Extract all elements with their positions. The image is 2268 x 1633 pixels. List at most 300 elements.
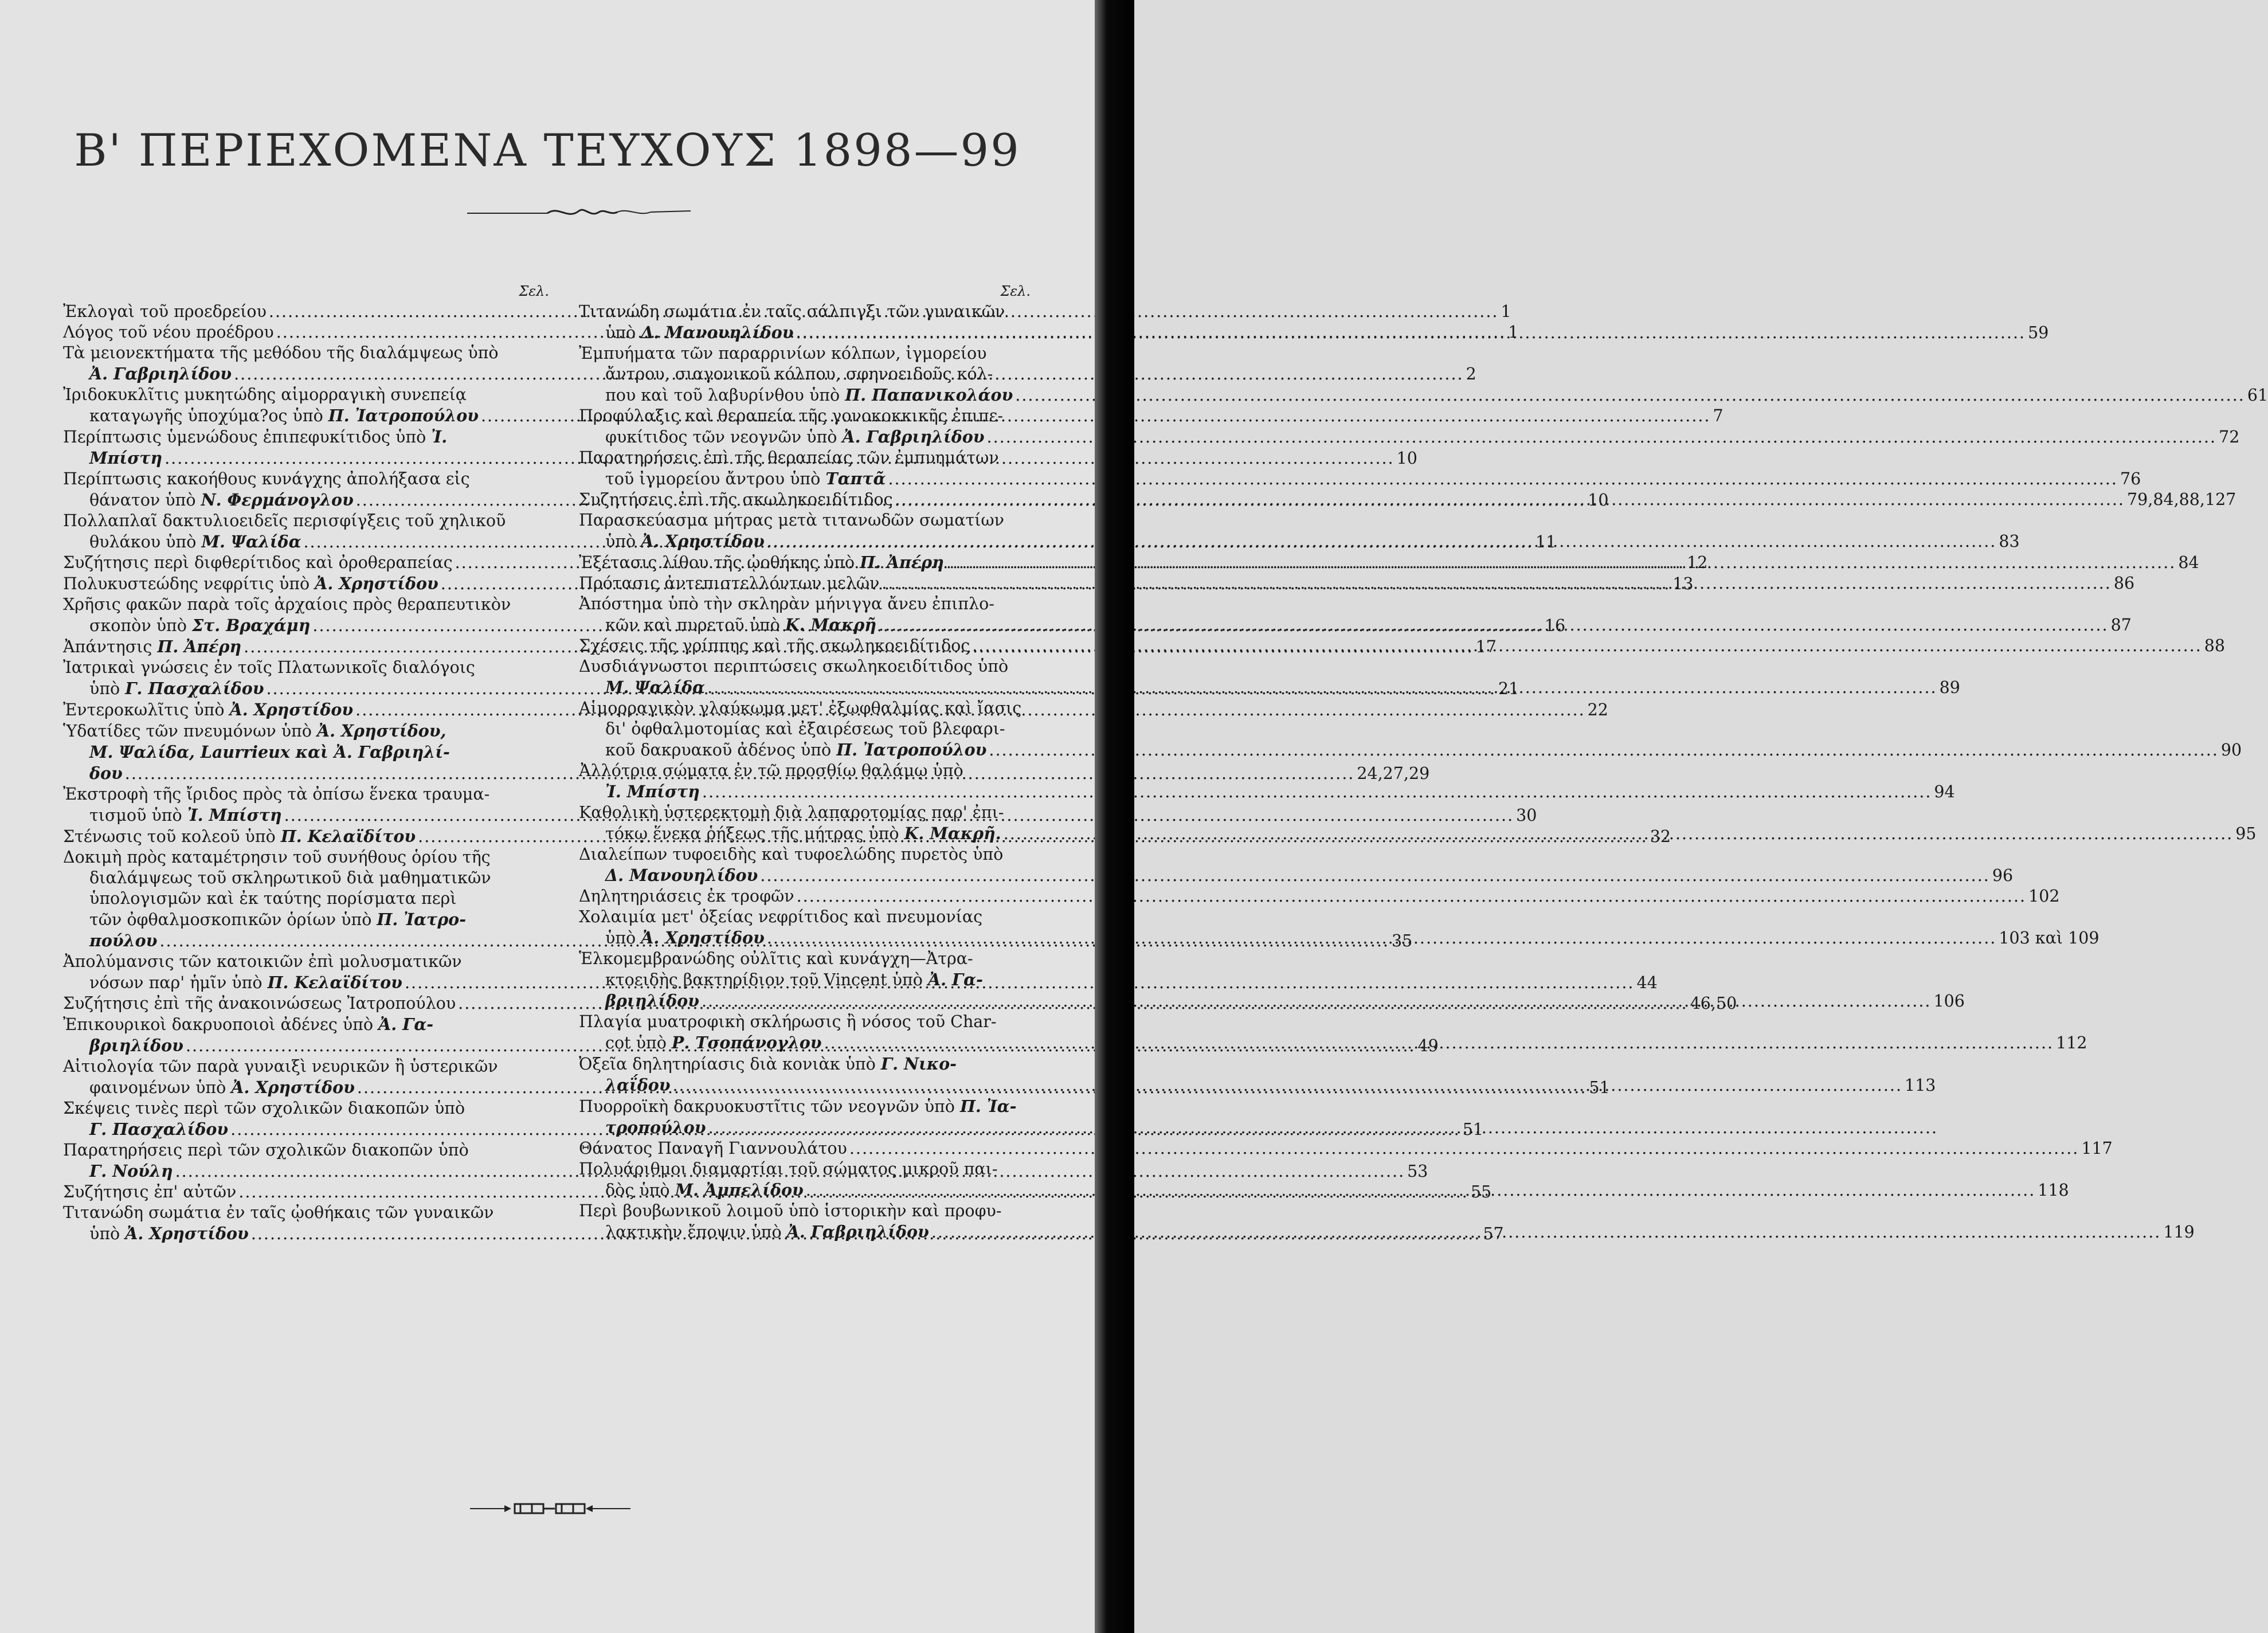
toc-entry-title: Περίπτωσις κακοήθους κυνάγχης ἀπολήξασα εἰς — [63, 469, 470, 488]
toc-entry-page: 96 — [1992, 866, 2014, 885]
toc-entry-title: Τιτανώδη σωμάτια ἐν ταῖς σάλπιγξι τῶν γυναικῶν — [579, 302, 1005, 321]
toc-entry-text — [89, 491, 354, 510]
toc-entry-page: 57 — [1483, 1224, 1504, 1243]
toc-entry-text — [63, 323, 274, 342]
toc-entry-line — [579, 301, 1032, 322]
toc-entry-author: Κ. Μακρῆ — [785, 615, 877, 635]
toc-entry-title: ὑπὸ — [89, 679, 120, 698]
toc-entry-page: 86 — [2113, 574, 2135, 593]
toc-entry-text — [579, 803, 1004, 822]
toc-entry-title: Συζήτησις ἐπὶ τῆς ἀνακοινώσεως Ἰατροπούλου — [63, 994, 456, 1013]
toc-entry-text — [579, 887, 794, 906]
toc-entry-page: 103 καὶ 109 — [1999, 929, 2099, 947]
toc-entry-text — [605, 970, 983, 989]
toc-entry-page: 94 — [1934, 782, 1955, 801]
toc-entry-author: Ταπτᾶ — [825, 469, 886, 488]
leader-dots — [699, 992, 1934, 1011]
toc-entry-title: Παρατηρήσεις ἐπὶ τῆς θεραπείας τῶν ἐμπυημάτων — [579, 448, 999, 467]
toc-entry-page: 17 — [1475, 637, 1497, 656]
toc-entry-text — [579, 1012, 997, 1031]
toc-entry-page: 51 — [1462, 1120, 1483, 1139]
toc-entry-text — [89, 1224, 249, 1243]
toc-entry-line — [579, 1138, 2113, 1159]
toc-entry-text — [579, 657, 1008, 676]
toc-entry-author: δου — [89, 763, 123, 783]
toc-entry-page: 102 — [2028, 887, 2060, 906]
toc-entry-page: 30 — [1516, 806, 1537, 825]
toc-entry-line — [579, 719, 1032, 739]
leader-dots — [879, 574, 2114, 593]
toc-entry-text — [63, 574, 438, 593]
toc-entry-text — [579, 448, 999, 467]
page-title: Β' ΠΕΡΙΕΧΟΜΕΝΑ ΤΕΥΧΟΥΣ 1898—99 — [74, 125, 1021, 177]
toc-entry-author: Γ. Νικο- — [880, 1054, 957, 1074]
toc-entry-author: Ν. Φερμάνογλου — [201, 490, 354, 510]
toc-entry-text — [63, 785, 489, 804]
toc-entry-text — [63, 595, 511, 614]
toc-entry-title: Συζητήσεις ἐπὶ τῆς σκωληκοειδίτιδος — [579, 490, 893, 509]
toc-entry-text — [605, 1223, 929, 1242]
toc-entry-title: Ἰριδοκυκλῖτις μυκητώδης αἱμορραγικὴ συνεπείᾳ — [63, 385, 467, 404]
toc-entry-title: καταγωγῆς ὑποχύμα?ος ὑπὸ — [89, 406, 323, 425]
toc-entry-author: Μ. Ἀμπελίδου — [675, 1180, 804, 1200]
toc-entry-title: Θάνατος Παναγῆ Γιαννουλάτου — [579, 1139, 847, 1158]
toc-entry-line — [579, 1054, 1032, 1075]
leader-dots — [847, 1139, 2082, 1158]
toc-entry-text — [605, 929, 765, 947]
toc-entry-author: Ἀ. Γα- — [927, 970, 983, 989]
toc-entry-title: λακτικὴν ἔποψιν ὑπὸ — [605, 1223, 782, 1242]
toc-entry-author: Γ. Πασχαλίδου — [125, 679, 264, 698]
toc-entry-title: Ἐμπυήματα τῶν παραρρινίων κόλπων, ἰγμορείου — [579, 344, 987, 363]
leader-dots — [985, 428, 2219, 447]
toc-entry-line — [579, 406, 1032, 426]
toc-entry-text — [89, 1078, 355, 1097]
toc-entry-title: Ὀξεῖα δηλητηρίασις διὰ κονιὰκ ὑπὸ — [579, 1055, 876, 1074]
toc-entry-line — [579, 844, 1032, 865]
toc-entry — [579, 886, 2060, 907]
toc-entry-author: Ἀ. Χρηστίδου, — [316, 721, 446, 741]
toc-entry-text — [605, 1033, 822, 1052]
toc-entry-page: 119 — [2163, 1223, 2195, 1242]
toc-entry-title: Πλαγία μυατροφικὴ σκλήρωσις ἢ νόσος τοῦ Char- — [579, 1012, 997, 1031]
toc-entry-title: Ἀλλότρια σώματα ἐν τῷ προσθίῳ θαλάμῳ ὑπὸ — [579, 761, 963, 780]
toc-entry-title: Αἱμορραγικὸν γλαύκωμα μετ' ἐξωφθαλμίας καὶ ἴασις — [579, 699, 1022, 718]
toc-entry-page: 112 — [2056, 1033, 2087, 1052]
toc-entry-title: Ἀπολύμανσις τῶν κατοικιῶν ἐπὶ μολυσματικῶν — [63, 952, 462, 971]
toc-entry-author: Ἀ. Χρηστίδου — [231, 1078, 355, 1097]
toc-entry-title: Ἰατρικαὶ γνώσεις ἐν τοῖς Πλατωνικοῖς διαλόγοις — [63, 658, 475, 677]
toc-entry-title: Σχέσεις τῆς γρίππης καὶ τῆς σκωληκοειδίτιδος — [579, 636, 970, 655]
toc-entry-page: 117 — [2081, 1139, 2113, 1158]
toc-entry-text — [579, 344, 987, 363]
toc-entry-text — [605, 1076, 671, 1095]
toc-entry — [579, 1138, 2113, 1159]
toc-entry-text — [89, 764, 123, 783]
toc-entry-author: Ἰ. — [431, 427, 448, 447]
leader-dots — [705, 678, 1940, 697]
toc-entry-author: Π. Ἀπέρη — [860, 553, 944, 572]
toc-entry-title: Περὶ βουβωνικοῦ λοιμοῦ ὑπὸ ἱστορικὴν καὶ προφυ- — [579, 1201, 1002, 1220]
toc-entry-title: Χρῆσις φακῶν παρὰ τοῖς ἀρχαίοις πρὸς θεραπευτικὸν — [63, 595, 511, 614]
toc-entry-line — [579, 698, 1032, 719]
toc-entry-author: Π. Παπανικολάου — [845, 385, 1013, 405]
toc-entry-title: Πολυάριθμοι διαμαρτίαι τοῦ σώματος μικροῦ παι- — [579, 1160, 998, 1178]
toc-entry-text — [579, 594, 994, 613]
toc-entry-page: 61 — [2247, 386, 2268, 405]
toc-entry-text — [89, 1036, 183, 1055]
toc-entry-page: 35 — [1391, 931, 1413, 950]
leader-dots — [765, 929, 1999, 947]
toc-entry-title: φαινομένων ὑπὸ — [89, 1078, 226, 1097]
toc-entry-page: 12 — [1687, 553, 1708, 572]
toc-entry-author: Μ. Ψαλίδα — [605, 678, 706, 697]
toc-entry-author: Ἀ. Γα- — [378, 1015, 434, 1034]
toc-entry-text — [605, 1181, 804, 1200]
toc-entry-page: 22 — [1587, 700, 1608, 719]
toc-entry-line — [579, 1201, 1032, 1221]
toc-entry-text — [63, 302, 267, 321]
toc-entry-line — [63, 784, 550, 805]
toc-entry-title: Ὑδατίδες τῶν πνευμόνων ὑπὸ — [63, 722, 312, 741]
toc-entry-title: Περίπτωσις ὑμενώδους ἐπιπεφυκίτιδος ὑπὸ — [63, 428, 426, 447]
toc-entry-page: 72 — [2219, 428, 2240, 447]
toc-entry-title: Ἐκλογαὶ τοῦ προεδρείου — [63, 302, 267, 321]
toc-entry-title: Διαλείπων τυφοειδὴς καὶ τυφοελώδης πυρετὸς ὑπὸ — [579, 845, 1004, 864]
toc-entry-line — [579, 949, 1032, 969]
toc-entry-page: 1 — [1508, 323, 1519, 342]
toc-entry-text — [63, 658, 475, 677]
toc-entry-text — [63, 637, 241, 656]
toc-entry-author: Π. Ἀπέρη — [157, 637, 242, 656]
ornament-footer-icon — [470, 1497, 630, 1520]
toc-entry-author: Π. Ἰατροπούλου — [328, 406, 479, 425]
toc-entry-page: 10 — [1396, 449, 1417, 468]
toc-entry-page: 46,50 — [1690, 994, 1737, 1013]
toc-entry-text — [63, 385, 467, 404]
toc-entry-title: Συζήτησις περὶ διφθερίτιδος καὶ ὀροθεραπείας — [63, 553, 453, 572]
toc-entry-text — [89, 910, 466, 929]
toc-entry-author: Ἀ. Χρηστίδου — [641, 531, 765, 551]
toc-entry-text — [579, 1201, 1001, 1220]
toc-entry-line — [63, 742, 550, 763]
leader-dots — [1001, 824, 2236, 843]
toc-entry-author: Γ. Νούλη — [89, 1161, 173, 1181]
toc-entry-text — [605, 1118, 706, 1137]
toc-entry-page: 90 — [2220, 741, 2242, 759]
book-spine — [1095, 0, 1134, 1633]
toc-entry-page: 2 — [1466, 365, 1476, 383]
toc-entry-author: Ἀ. Χρηστίδου — [315, 574, 438, 593]
toc-entry-page: 88 — [2204, 636, 2226, 655]
leader-dots — [706, 1118, 1941, 1137]
toc-entry-title: ὑπὸ — [605, 323, 636, 342]
toc-entry-title: που καὶ τοῦ λαβυρίνθου ὑπὸ — [605, 386, 840, 405]
toc-entry-line — [579, 448, 1032, 468]
toc-entry-text — [605, 782, 700, 801]
toc-entry-line — [63, 720, 550, 742]
toc-entry-line — [63, 868, 550, 888]
toc-entry-title: θάνατον ὑπὸ — [89, 491, 196, 510]
toc-entry-line — [579, 322, 2049, 343]
toc-entry — [579, 1096, 1032, 1138]
toc-entry-text — [605, 365, 993, 383]
toc-entry-line — [63, 343, 550, 363]
leader-dots — [892, 490, 2127, 509]
toc-entry-title: Ἐξέτασις λίθου τῆς ᾠοθήκης ὑπὸ — [579, 553, 855, 572]
toc-entry-author: Π. Κελαϊδίτου — [267, 973, 402, 992]
toc-entry-page: 1 — [1501, 302, 1511, 321]
toc-entry-line — [63, 1203, 550, 1223]
leader-dots — [758, 866, 1992, 885]
toc-entry-title: ὑπὸ — [605, 532, 636, 551]
toc-entry-page: 87 — [2110, 616, 2132, 635]
toc-entry-page: 83 — [1999, 532, 2020, 551]
toc-entry-title: κοῦ δακρυακοῦ ἀδένος ὑπὸ — [605, 741, 832, 759]
toc-entry-author: Ἰ. Μπίστη — [187, 805, 282, 825]
toc-entry-text — [89, 449, 162, 468]
toc-entry-text — [579, 553, 944, 572]
toc-entry-title: Στένωσις τοῦ κολεοῦ ὑπὸ — [63, 827, 276, 846]
toc-entry-text — [605, 616, 876, 635]
toc-entry-page: 55 — [1470, 1182, 1492, 1201]
leader-dots — [970, 636, 2204, 655]
toc-entry-page: 95 — [2235, 824, 2257, 843]
toc-entry-line — [579, 468, 2141, 489]
toc-entry-title: τισμοῦ ὑπὸ — [89, 806, 182, 825]
toc-entry-text — [579, 1160, 997, 1178]
toc-entry-author: Ρ. Τσοπάνογλου — [671, 1033, 822, 1052]
toc-entry-title: Ἀπάντησις — [63, 637, 152, 656]
toc-entry-page: 21 — [1498, 679, 1519, 698]
toc-entry-text — [579, 636, 970, 655]
toc-entry-page: 13 — [1672, 574, 1694, 593]
toc-entry-title: κτοειδὴς βακτηρίδιον τοῦ Vincent ὑπὸ — [605, 970, 923, 989]
toc-entry-title: ὑπὸ — [605, 929, 636, 947]
toc-entry-text — [579, 845, 1003, 864]
toc-entry-page: 79,84,88,127 — [2127, 490, 2236, 509]
toc-entry-title: διαλάμψεως τοῦ σκληρωτικοῦ διὰ μαθηματικῶν — [89, 868, 491, 887]
toc-entry-line — [63, 1014, 550, 1035]
toc-entry-title: Πρότασις ἀντεπιστελλόντων μελῶν — [579, 574, 880, 593]
leader-dots — [794, 323, 2028, 342]
toc-entry-author: Στ. Βραχάμη — [191, 616, 311, 635]
leader-dots — [794, 887, 2029, 906]
toc-entry-line — [579, 656, 1032, 677]
toc-entry-text — [89, 931, 157, 950]
toc-entry-line — [63, 657, 550, 678]
toc-entry-line — [63, 1098, 550, 1119]
toc-entry-line — [63, 426, 550, 448]
toc-entry-page: 24,27,29 — [1357, 764, 1430, 783]
toc-entry-line — [579, 343, 1032, 364]
toc-entry-author: Δ. Μανουηλίδου — [605, 866, 758, 885]
toc-entry-title: Καθολικὴ ὑστερεκτομὴ διὰ λαπαροτομίας παρ' ἐπι- — [579, 803, 1004, 822]
toc-entry-text — [579, 1139, 847, 1158]
toc-entry-text — [89, 1120, 228, 1139]
toc-entry-text — [579, 761, 963, 780]
toc-entry-title: τῶν ὀφθαλμοσκοπικῶν ὁρίων ὑπὸ — [89, 910, 372, 929]
toc-entry — [579, 301, 2049, 343]
toc-entry-line — [579, 969, 1032, 990]
toc-entry-text — [63, 827, 416, 846]
toc-entry-author: τροπούλου — [605, 1118, 706, 1137]
toc-entry-author: Ἀ. Χρηστίδου — [229, 700, 354, 719]
toc-entry-author: Μ. Ψαλίδα — [201, 532, 301, 551]
toc-entry-text — [579, 490, 892, 509]
toc-entry-text — [89, 406, 479, 425]
toc-entry-title: φυκίτιδος τῶν νεογνῶν ὑπὸ — [605, 428, 837, 447]
toc-entry-title: θυλάκου ὑπὸ — [89, 532, 197, 551]
toc-entry-line — [579, 1012, 1032, 1032]
leader-dots — [822, 1033, 2057, 1052]
toc-entry-text — [63, 1203, 493, 1222]
toc-entry-title: ἄντρου, σιαγονικοῦ κόλπου, σφηνοειδοῦς κόλ- — [605, 365, 993, 383]
toc-entry-title: Ἀπόστημα ὑπὸ τὴν σκληρὰν μήνιγγα ἄνευ ἐπιπλο- — [579, 594, 994, 613]
toc-entry-text — [89, 743, 450, 762]
toc-entry-text — [63, 700, 353, 719]
toc-entry-line — [63, 888, 550, 909]
toc-entry-text — [63, 343, 499, 362]
toc-entry-text — [89, 365, 232, 383]
toc-entry-author: Ἰ. Μπίστη — [605, 782, 700, 801]
toc-entry-title: Ἐπικουρικοὶ δακρυοποιοὶ ἀδένες ὑπὸ — [63, 1015, 374, 1034]
toc-entry-page: 113 — [1905, 1076, 1936, 1095]
toc-entry-title: κῶν καὶ πυρετοῦ ὑπὸ — [605, 616, 780, 635]
toc-entry-line — [63, 909, 550, 930]
toc-entry-text — [63, 511, 506, 530]
toc-entry-text — [579, 907, 982, 926]
toc-entry-author: Ἀ. Χρηστίδου — [641, 928, 765, 947]
toc-entry-text — [579, 1097, 1016, 1116]
toc-entry-page: 89 — [1939, 678, 1960, 697]
toc-entry-author: Ἀ. Χρηστίδου — [125, 1224, 249, 1243]
toc-entry-title: Προφύλαξις καὶ θεραπεία τῆς γονοκοκκικῆς ἐπιπε- — [579, 406, 1003, 425]
toc-entry-text — [605, 428, 985, 447]
toc-entry-title: Παρατηρήσεις περὶ τῶν σχολικῶν διακοπῶν ὑπὸ — [63, 1141, 469, 1160]
toc-entry-line — [63, 385, 550, 405]
toc-entry-text — [89, 868, 491, 887]
toc-entry-text — [89, 1162, 173, 1181]
toc-entry-line — [579, 510, 1032, 531]
toc-entry-title: Αἰτιολογία τῶν παρὰ γυναιξὶ νευρικῶν ἢ ὑστερικῶν — [63, 1057, 498, 1076]
toc-entry-text — [89, 616, 310, 635]
toc-entry-text — [89, 679, 264, 698]
toc-entry-title: Λόγος τοῦ νέου προέδρου — [63, 323, 274, 342]
toc-entry-line — [579, 739, 2242, 761]
toc-entry-page: 11 — [1535, 532, 1557, 551]
toc-entry-author: Κ. Μακρῆ. — [904, 824, 1001, 843]
toc-entry-text — [63, 994, 456, 1013]
toc-entry-title: ὑπολογισμῶν καὶ ἐκ ταύτης πορίσματα περὶ — [89, 889, 457, 908]
toc-entry-author: Μπίστη — [89, 448, 163, 468]
toc-entry-line — [579, 886, 2060, 907]
toc-entry-page: 53 — [1407, 1162, 1428, 1181]
toc-entry-text — [579, 699, 1021, 718]
toc-entry-line — [579, 1159, 1032, 1180]
toc-entry-line — [579, 781, 1955, 802]
toc-entry-text — [63, 1057, 498, 1076]
toc-entry-title: Πυορροϊκὴ δακρυοκυστῖτις τῶν νεογνῶν ὑπὸ — [579, 1097, 955, 1116]
toc-entry-title: δὸς ὑπὸ — [605, 1181, 670, 1200]
leader-dots — [876, 616, 2111, 635]
page-column-header: Σελ. — [1000, 283, 1031, 299]
toc-entry-title: τόκῳ ἕνεκα ῥήξεως τῆς μήτρας ὑπὸ — [605, 824, 899, 843]
toc-entry-title: Δοκιμὴ πρὸς καταμέτρησιν τοῦ συνήθους ὁρίου τῆς — [63, 848, 491, 867]
toc-entry-line — [579, 594, 1032, 614]
toc-entry-title: Δηλητηριάσεις ἐκ τροφῶν — [579, 887, 794, 906]
toc-entry-line — [579, 364, 1032, 385]
toc-entry-line — [63, 1140, 550, 1161]
toc-entry — [579, 343, 2268, 406]
toc-entry-title: Ἐντεροκωλῖτις ὑπὸ — [63, 700, 225, 719]
toc-entry-line — [579, 761, 1032, 781]
toc-entry-author: Ἀ. Γαβριηλίδου — [89, 364, 232, 383]
toc-entry-text — [579, 511, 1004, 530]
toc-entry-line — [579, 1096, 1032, 1117]
toc-entry-text — [63, 428, 447, 447]
toc-entry-author: βριηλίδου — [605, 991, 699, 1011]
toc-entry-title: Τὰ μειονεκτήματα τῆς μεθόδου τῆς διαλάμψεως ὑπὸ — [63, 343, 499, 362]
toc-entry-line — [63, 511, 550, 531]
toc-entry-title: δι' ὀφθαλμοτομίας καὶ ἐξαιρέσεως τοῦ βλεφαρι- — [605, 719, 1005, 738]
toc-entry-text — [605, 386, 1013, 405]
toc-entry-text — [63, 1015, 433, 1034]
toc-entry-text — [63, 722, 446, 741]
toc-entry-page: 51 — [1589, 1078, 1610, 1097]
toc-entry-line — [579, 1117, 1032, 1138]
toc-entry-title: νόσων παρ' ἡμῖν ὑπὸ — [89, 973, 263, 992]
toc-entry-author: Π. Κελαϊδίτου — [280, 827, 416, 846]
toc-entry-line — [579, 865, 2014, 886]
toc-entry-text — [579, 949, 973, 968]
toc-entry-text — [605, 866, 758, 885]
leader-dots — [886, 469, 2120, 488]
leader-dots — [700, 782, 1934, 801]
toc-entry-title: Ἐκστροφὴ τῆς ἴριδος πρὸς τὰ ὀπίσω ἕνεκα τραυμα- — [63, 785, 490, 804]
toc-entry — [579, 844, 2014, 886]
toc-entry-title: Τιτανώδη σωμάτια ἐν ταῖς ᾠοθήκαις τῶν γυναικῶν — [63, 1203, 494, 1222]
toc-entry-line — [63, 469, 550, 489]
toc-entry-text — [63, 1141, 469, 1160]
toc-entry-text — [579, 302, 1005, 321]
toc-entry-title: ὑπὸ — [89, 1224, 120, 1243]
toc-entry-author: πούλου — [89, 931, 158, 950]
toc-entry-title: Πολυκυστεώδης νεφρίτις ὑπὸ — [63, 574, 310, 593]
leader-dots — [804, 1181, 2038, 1200]
toc-entry-line — [63, 847, 550, 868]
toc-entry-text — [605, 741, 986, 759]
toc-entry-text — [605, 992, 699, 1011]
toc-entry-author: Ἀ. Γαβριηλίδου — [786, 1222, 929, 1242]
toc-entry-text — [89, 532, 301, 551]
toc-entry-title: σκοπὸν ὑπὸ — [89, 616, 187, 635]
toc-entry-title: Χολαιμία μετ' ὀξείας νεφρίτιδος καὶ πνευμονίας — [579, 907, 983, 926]
toc-entry-page: 84 — [2178, 553, 2199, 572]
toc-entry-text — [579, 1055, 957, 1074]
toc-entry-title: Συζήτησις ἐπ' αὐτῶν — [63, 1182, 237, 1201]
toc-entry-author: Π. Ἰα- — [959, 1097, 1017, 1116]
toc-entry-line — [63, 951, 550, 972]
toc-entry-title: τοῦ ἰγμορείου ἄντρου ὑπὸ — [605, 469, 821, 488]
toc-entry-page: 106 — [1933, 992, 1965, 1011]
toc-entry-text — [89, 806, 282, 825]
toc-entry-author: βριηλίδου — [89, 1036, 183, 1055]
toc-entry-text — [63, 1099, 465, 1118]
toc-entry — [579, 406, 2240, 448]
toc-entry-page: 118 — [2038, 1181, 2069, 1200]
toc-entry-line — [63, 1056, 550, 1077]
